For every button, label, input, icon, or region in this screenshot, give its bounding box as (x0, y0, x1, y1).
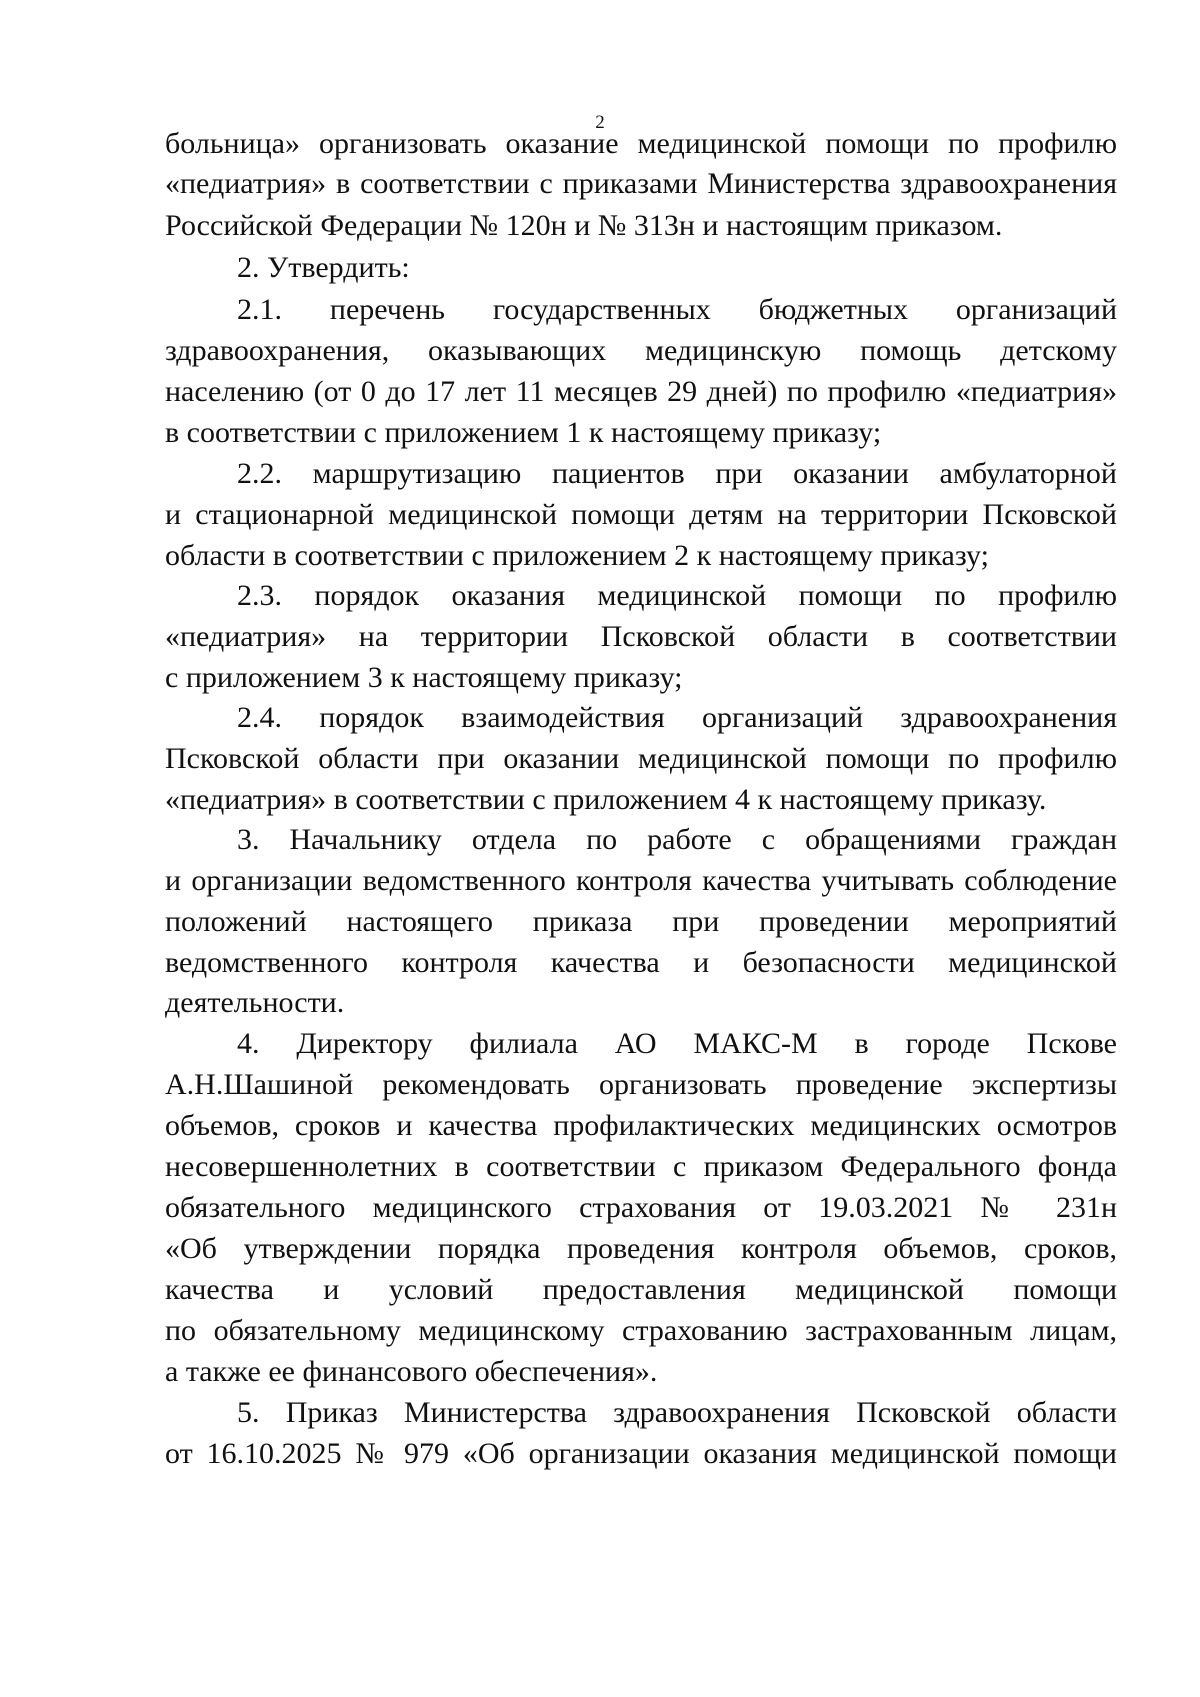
paragraph-heading: 2. Утвердить: (237, 251, 410, 284)
page-number: 2 (595, 112, 605, 133)
text-line: Псковской области при оказании медицинской помощи по профилю (165, 742, 1117, 775)
text-line: с приложением 3 к настоящему приказу; (165, 661, 683, 694)
text-line: 3. Начальнику отдела по работе с обращениями граждан (237, 823, 1117, 856)
text-line: деятельности. (165, 986, 345, 1019)
text-line: 4. Директору филиала АО МАКС-М в городе Пскове (237, 1027, 1117, 1060)
text-line: несовершеннолетних в соответствии с приказом Федерального фонда (165, 1150, 1117, 1183)
text-line: Российской Федерации № 120н и № 313н и настоящим приказом. (165, 209, 1003, 242)
text-line: «педиатрия» в соответствии с приложением 4 к настоящему приказу. (165, 783, 1047, 816)
text-line: и организации ведомственного контроля качества учитывать соблюдение (165, 864, 1117, 897)
text-line: ведомственного контроля качества и безопасности медицинской (165, 946, 1117, 979)
text-line: здравоохранения, оказывающих медицинскую помощь детскому (165, 334, 1117, 367)
text-line: объемов, сроков и качества профилактических медицинских осмотров (165, 1109, 1117, 1142)
text-line: а также ее финансового обеспечения». (165, 1355, 658, 1388)
text-line: 2.2. маршрутизацию пациентов при оказании амбулаторной (237, 457, 1117, 490)
text-line: населению (от 0 до 17 лет 11 месяцев 29 дней) по профилю «педиатрия» (165, 375, 1117, 408)
text-line: в соответствии с приложением 1 к настоящему приказу; (165, 416, 882, 449)
text-line: 2.1. перечень государственных бюджетных организаций (237, 293, 1117, 326)
text-line: качества и условий предоставления медицинской помощи (165, 1273, 1117, 1306)
text-line: «педиатрия» на территории Псковской области в соответствии (165, 620, 1117, 653)
text-line: и стационарной медицинской помощи детям на территории Псковской (165, 498, 1117, 531)
text-line: области в соответствии с приложением 2 к настоящему приказу; (165, 539, 989, 572)
text-line: 2.3. порядок оказания медицинской помощи по профилю (237, 579, 1117, 612)
text-line: «Об утверждении порядка проведения контроля объемов, сроков, (165, 1232, 1117, 1265)
text-line: положений настоящего приказа при проведении мероприятий (165, 905, 1117, 938)
text-line: «педиатрия» в соответствии с приказами Министерства здравоохранения (165, 167, 1117, 200)
text-line: 5. Приказ Министерства здравоохранения Псковской области (237, 1396, 1117, 1429)
text-line: больница» организовать оказание медицинской помощи по профилю (165, 127, 1117, 160)
text-line: А.Н.Шашиной рекомендовать организовать проведение экспертизы (165, 1068, 1117, 1101)
text-line: 2.4. порядок взаимодействия организаций здравоохранения (237, 701, 1117, 734)
text-line: обязательного медицинского страхования от 19.03.2021 № 231н (165, 1191, 1117, 1224)
text-line: от 16.10.2025 № 979 «Об организации оказания медицинской помощи (165, 1437, 1117, 1470)
text-line: по обязательному медицинскому страхованию застрахованным лицам, (165, 1314, 1117, 1347)
